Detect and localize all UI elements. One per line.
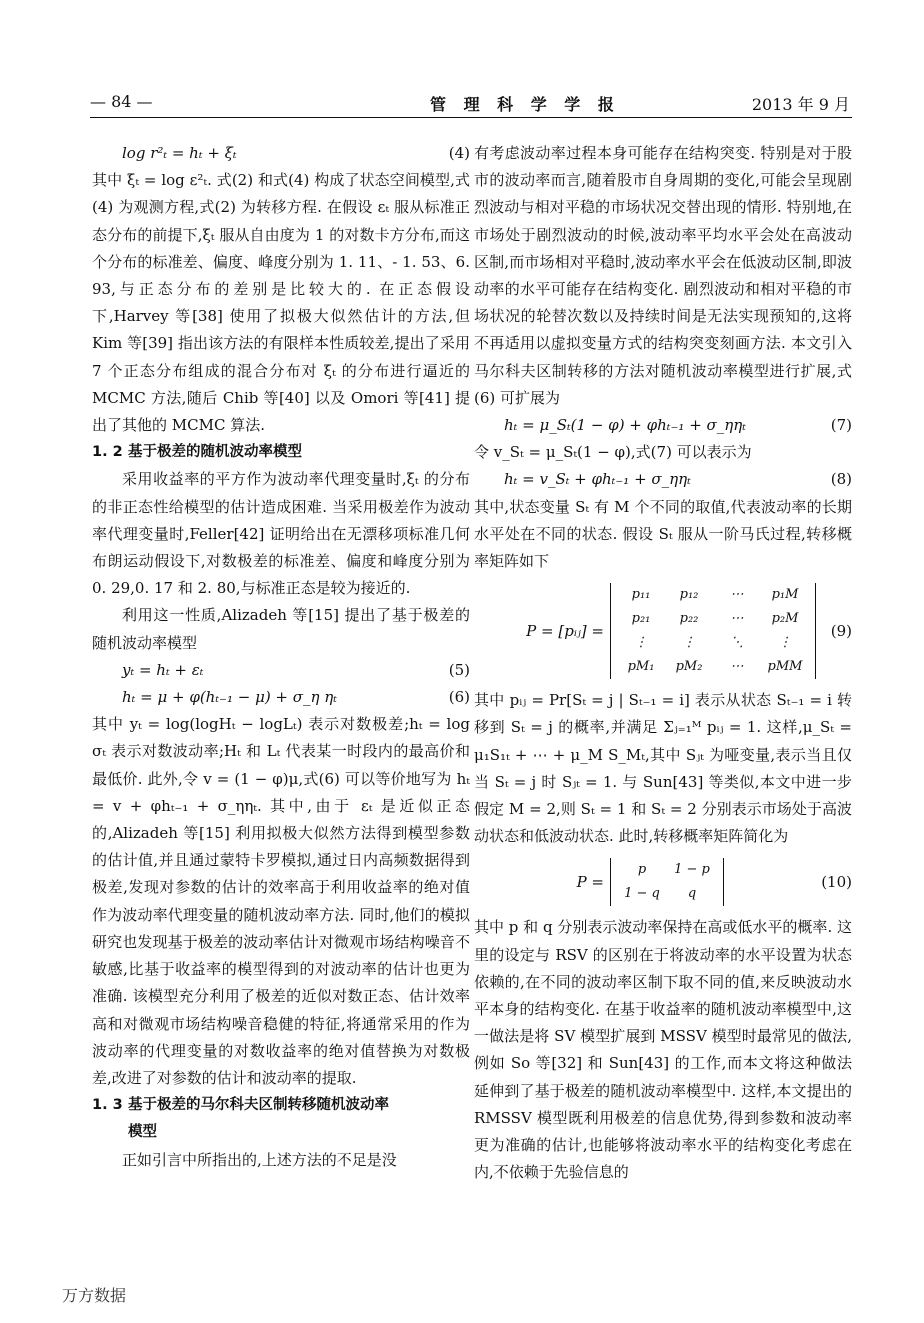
equation-7 bbox=[474, 412, 852, 439]
equation-8 bbox=[474, 466, 852, 493]
matrix-cell: 1 − q bbox=[624, 886, 660, 902]
equation-lhs: P = bbox=[576, 872, 604, 891]
paragraph: 其中,状态变量 Sₜ 有 M 个不同的取值,代表波动率的长期水平处在不同的状态. 假设 Sₜ 服从一阶马氏过程,转移概率矩阵如下 bbox=[474, 497, 852, 571]
equation-number: (7) bbox=[830, 416, 852, 435]
matrix-cell: p bbox=[637, 862, 647, 878]
equation-expr: yₜ = hₜ + εₜ bbox=[122, 660, 204, 679]
paragraph: 利用这一性质,Alizadeh 等[15] 提出了基于极差的随机波动率模型 bbox=[92, 606, 470, 652]
equation-expr: log r²ₜ = hₜ + ξₜ bbox=[122, 144, 237, 162]
matrix-cell: ⋮ bbox=[778, 635, 792, 651]
matrix-cell: ⋯ bbox=[730, 587, 744, 603]
transition-matrix-2x2 bbox=[610, 858, 724, 906]
section-number: 1. 2 bbox=[92, 444, 123, 461]
equation-5 bbox=[92, 657, 470, 684]
matrix-cell: p₁M bbox=[771, 587, 799, 603]
equation-9 bbox=[474, 583, 852, 679]
section-number: 1. 3 bbox=[92, 1097, 123, 1114]
matrix-cell: ⋮ bbox=[682, 635, 696, 651]
equation-number: (6) bbox=[448, 688, 470, 707]
matrix-cell: pM₁ bbox=[627, 659, 655, 675]
equation-4 bbox=[92, 140, 470, 167]
section-title-continued: 模型 bbox=[128, 1124, 157, 1141]
matrix-cell: p₁₂ bbox=[679, 587, 699, 603]
page-header bbox=[90, 92, 850, 114]
footer-watermark: 万方数据 bbox=[62, 1286, 127, 1305]
section-heading-1-3 bbox=[92, 1092, 470, 1119]
equation-lhs: P = [pᵢⱼ] = bbox=[526, 621, 604, 640]
right-column bbox=[474, 140, 852, 1187]
matrix-cell: ⋯ bbox=[730, 659, 744, 675]
equation-number: (10) bbox=[821, 872, 852, 891]
transition-matrix bbox=[610, 583, 816, 679]
paragraph: 其中 yₜ = log(logHₜ − logLₜ) 表示对数极差;hₜ = log σₜ 表示对数波动率;Hₜ 和 Lₜ 代表某一时段内的最高价和最低价. 此外,令 v = (1 − φ)μ,式(6) 可以等价地写为 hₜ = v + φhₜ₋₁ + σ_ηηₜ. 其中,由于 εₜ 是近似正态的,Alizadeh 等[15] 利用拟极大似然方法得到模型参数的估计值,并且通过蒙特卡罗模拟,通过日内高频数据得到极差,发现对参数的估计的效率高于利用收益率的绝对值作为波动率代理变量的随机波动率方法. 同时,他们的模拟研究也发现基于极差的波动率估计对微观市场结构噪音不敏感,比基于收益率的模型得到的对波动率的估计也更为准确. 该模型充分利用了极差的近似对数正态、估计效率高和对微观市场结构噪音稳健的特征,将通常采用的作为波动率的代理变量的对数收益率的绝对值替换为对数极差,改进了对参数的估计和波动率的提取. bbox=[92, 715, 470, 1087]
header-rule bbox=[90, 117, 852, 118]
matrix-cell: p₂M bbox=[771, 611, 799, 627]
matrix-cell: p₁₁ bbox=[631, 587, 651, 603]
left-column bbox=[92, 140, 470, 1174]
matrix-cell: q bbox=[687, 886, 697, 902]
matrix-cell: 1 − p bbox=[674, 862, 710, 878]
page-number: — 84 — bbox=[90, 92, 153, 111]
equation-number: (4) bbox=[448, 144, 470, 162]
paragraph: 令 v_Sₜ = μ_Sₜ(1 − φ),式(7) 可以表示为 bbox=[474, 443, 752, 462]
equation-10 bbox=[474, 858, 852, 906]
equation-6 bbox=[92, 684, 470, 711]
equation-expr: hₜ = μ_Sₜ(1 − φ) + φhₜ₋₁ + σ_ηηₜ bbox=[504, 416, 746, 435]
matrix-cell: ⋯ bbox=[730, 611, 744, 627]
paragraph: 其中 ξₜ = log ε²ₜ. 式(2) 和式(4) 构成了状态空间模型,式(4) 为观测方程,式(2) 为转移方程. 在假设 εₜ 服从标准正态分布的前提下,ξₜ 服从自由度为 1 的对数卡方分布,而这个分布的标准差、偏度、峰度分别为 1. 11、- 1. 53、6. 93,与正态分布的差别是比较大的. 在正态假设下,Harvey 等[38] 使用了拟极大似然估计的方法,但 Kim 等[39] 指出该方法的有限样本性质较差,提出了采用 7 个正态分布组成的混合分布对 ξₜ 的分布进行逼近的 MCMC 方法,随后 Chib 等[40] 以及 Omori 等[41] 提出了其他的 MCMC 算法. bbox=[92, 171, 470, 435]
equation-number: (8) bbox=[830, 470, 852, 489]
matrix-cell: p₂₂ bbox=[679, 611, 699, 627]
equation-number: (5) bbox=[448, 660, 470, 679]
issue-date: 2013 年 9 月 bbox=[751, 95, 850, 114]
paragraph: 其中 pᵢⱼ = Pr[Sₜ = j | Sₜ₋₁ = i] 表示从状态 Sₜ₋₁ = i 转移到 Sₜ = j 的概率,并满足 Σⱼ₌₁ᴹ pᵢⱼ = 1. 这样,μ_Sₜ = μ₁S₁ₜ + ⋯ + μ_M S_Mₜ,其中 Sⱼₜ 为哑变量,表示当且仅当 Sₜ = j 时 Sⱼₜ = 1. 与 Sun[43] 等类似,本文中进一步假定 M = 2,则 Sₜ = 1 和 Sₜ = 2 分别表示市场处于高波动状态和低波动状态. 此时,转移概率矩阵简化为 bbox=[474, 691, 852, 846]
paragraph: 有考虑波动率过程本身可能存在结构突变. 特别是对于股市的波动率而言,随着股市自身周期的变化,可能会呈现剧烈波动与相对平稳的市场状况交替出现的情形. 特别地,在市场处于剧烈波动的时候,波动率平均水平会处在高波动区制,而市场相对平稳时,波动率水平会在低波动区制,即波动率的水平可能存在结构变化. 剧烈波动和相对平稳的市场状况的轮替次数以及持续时间是无法实现预知的,这将不再适用以虚拟变量方式的结构突变刻画方法. 本文引入马尔科夫区制转移的方法对随机波动率模型进行扩展,式(6) 可扩展为 bbox=[474, 144, 852, 407]
section-title: 基于极差的马尔科夫区制转移随机波动率 bbox=[128, 1097, 389, 1114]
paragraph: 其中 p 和 q 分别表示波动率保持在高或低水平的概率. 这里的设定与 RSV 的区别在于将波动率的水平设置为状态依赖的,在不同的波动率区制下取不同的值,来反映波动水平本身的结构变化. 在基于收益率的随机波动率模型中,这一做法是将 SV 模型扩展到 MSSV 模型时最常见的做法,例如 So 等[32] 和 Sun[43] 的工作,而本文将这种做法延伸到了基于极差的随机波动率模型中. 这样,本文提出的 RMSSV 模型既利用极差的信息优势,得到参数和波动率更为准确的估计,也能够将波动率水平的结构变化考虑在内,不依赖于先验信息的 bbox=[474, 918, 852, 1182]
equation-expr: hₜ = v_Sₜ + φhₜ₋₁ + σ_ηηₜ bbox=[504, 470, 691, 489]
equation-expr: hₜ = μ + φ(hₜ₋₁ − μ) + σ_η ηₜ bbox=[122, 688, 337, 707]
paragraph: 正如引言中所指出的,上述方法的不足是没 bbox=[122, 1150, 397, 1169]
section-title: 基于极差的随机波动率模型 bbox=[128, 444, 302, 461]
section-heading-1-2 bbox=[92, 439, 470, 466]
matrix-cell: p₂₁ bbox=[631, 611, 651, 627]
journal-title: 管 理 科 学 学 报 bbox=[430, 95, 620, 114]
matrix-cell: ⋱ bbox=[730, 635, 744, 651]
matrix-cell: pMM bbox=[767, 659, 803, 675]
matrix-cell: pM₂ bbox=[675, 659, 703, 675]
matrix-cell: ⋮ bbox=[634, 635, 648, 651]
equation-number: (9) bbox=[830, 621, 852, 640]
paragraph: 采用收益率的平方作为波动率代理变量时,ξₜ 的分布的非正态性给模型的估计造成困难. 当采用极差作为波动率代理变量时,Feller[42] 证明给出在无漂移项标准几何布朗运动假设下,对数极差的标准差、偏度和峰度分别为 0. 29,0. 17 和 2. 80,与标准正态是较为接近的. bbox=[92, 470, 470, 598]
